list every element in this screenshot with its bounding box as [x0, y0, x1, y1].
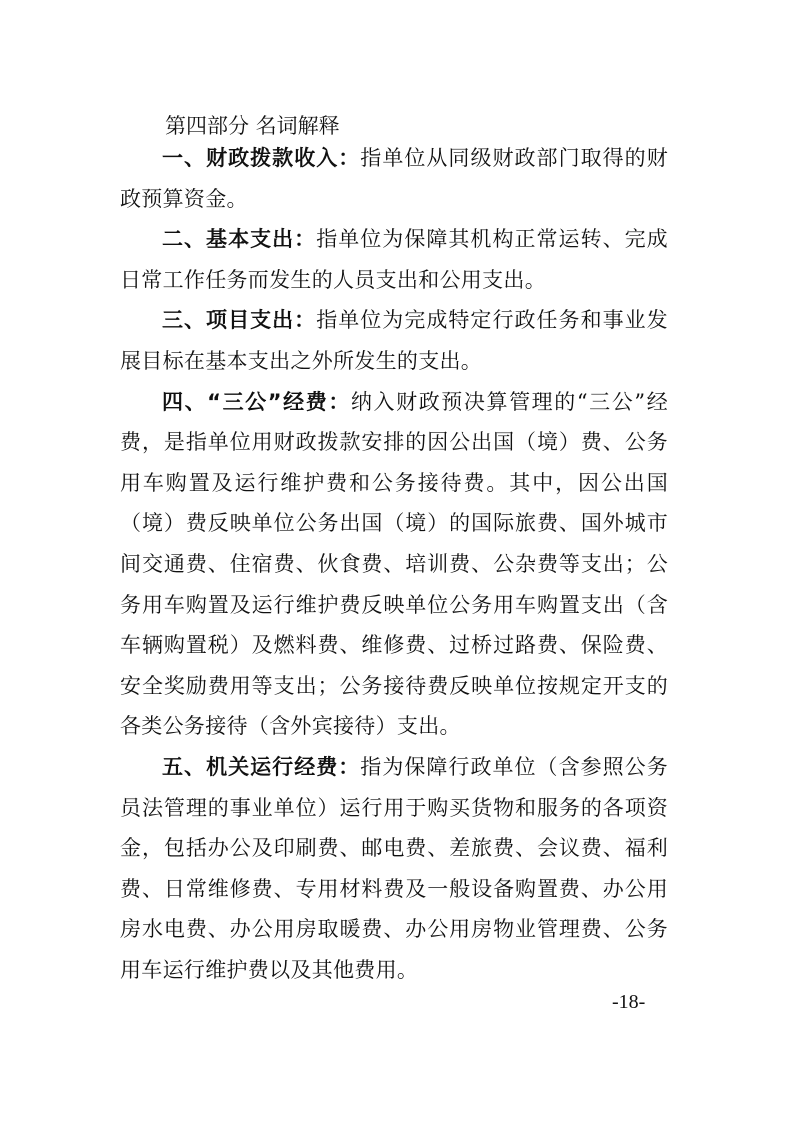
term-label: 一、财政拨款收入：: [162, 146, 361, 170]
definition-text: 指单位从同级财政部门取得的财政预算资金。: [120, 146, 669, 211]
term-label: 三、项目支出：: [162, 308, 317, 333]
term-label: 四、“三公”经费：: [162, 389, 351, 414]
definition-paragraph-project-expenditure: [120, 300, 668, 381]
definition-text: 纳入财政预决算管理的“三公”经费，是指单位用财政拨款安排的因公出国（境）费、公务用车购置及运行维护费和公务接待费。其中，因公出国（境）费反映单位公务出国（境）的国际旅费、国外城市间交通费、住宿费、伙食费、培训费、公杂费等支出；公务用车购置及运行维护费反映单位公务用车购置支出（含车辆购置税）及燃料费、维修费、过桥过路费、保险费、安全奖励费用等支出；公务接待费反映单位按规定开支的各类公务接待（含外宾接待）支出。: [120, 389, 668, 739]
section-title: 第四部分 名词解释: [165, 114, 340, 138]
definition-paragraph-agency-operating-expenses: [120, 747, 668, 991]
term-label: 二、基本支出：: [162, 227, 317, 252]
definition-paragraph-three-public-expenses: [120, 382, 668, 747]
definition-paragraph-fiscal-appropriation-income: [120, 138, 668, 219]
term-label: 五、机关运行经费：: [162, 754, 361, 779]
page-number: -18-: [612, 991, 646, 1013]
definition-text: 指为保障行政单位（含参照公务员法管理的事业单位）运行用于购买货物和服务的各项资金，包括办公及印刷费、邮电费、差旅费、会议费、福利费、日常维修费、专用材料费及一般设备购置费、办公用房水电费、办公用房取暖费、办公用房物业管理费、公务用车运行维护费以及其他费用。: [120, 754, 669, 982]
definition-text: 指单位为完成特定行政任务和事业发展目标在基本支出之外所发生的支出。: [120, 308, 668, 373]
definition-text: 指单位为保障其机构正常运转、完成日常工作任务而发生的人员支出和公用支出。: [120, 227, 668, 292]
definitions-body: [120, 138, 668, 990]
definition-paragraph-basic-expenditure: [120, 219, 668, 300]
